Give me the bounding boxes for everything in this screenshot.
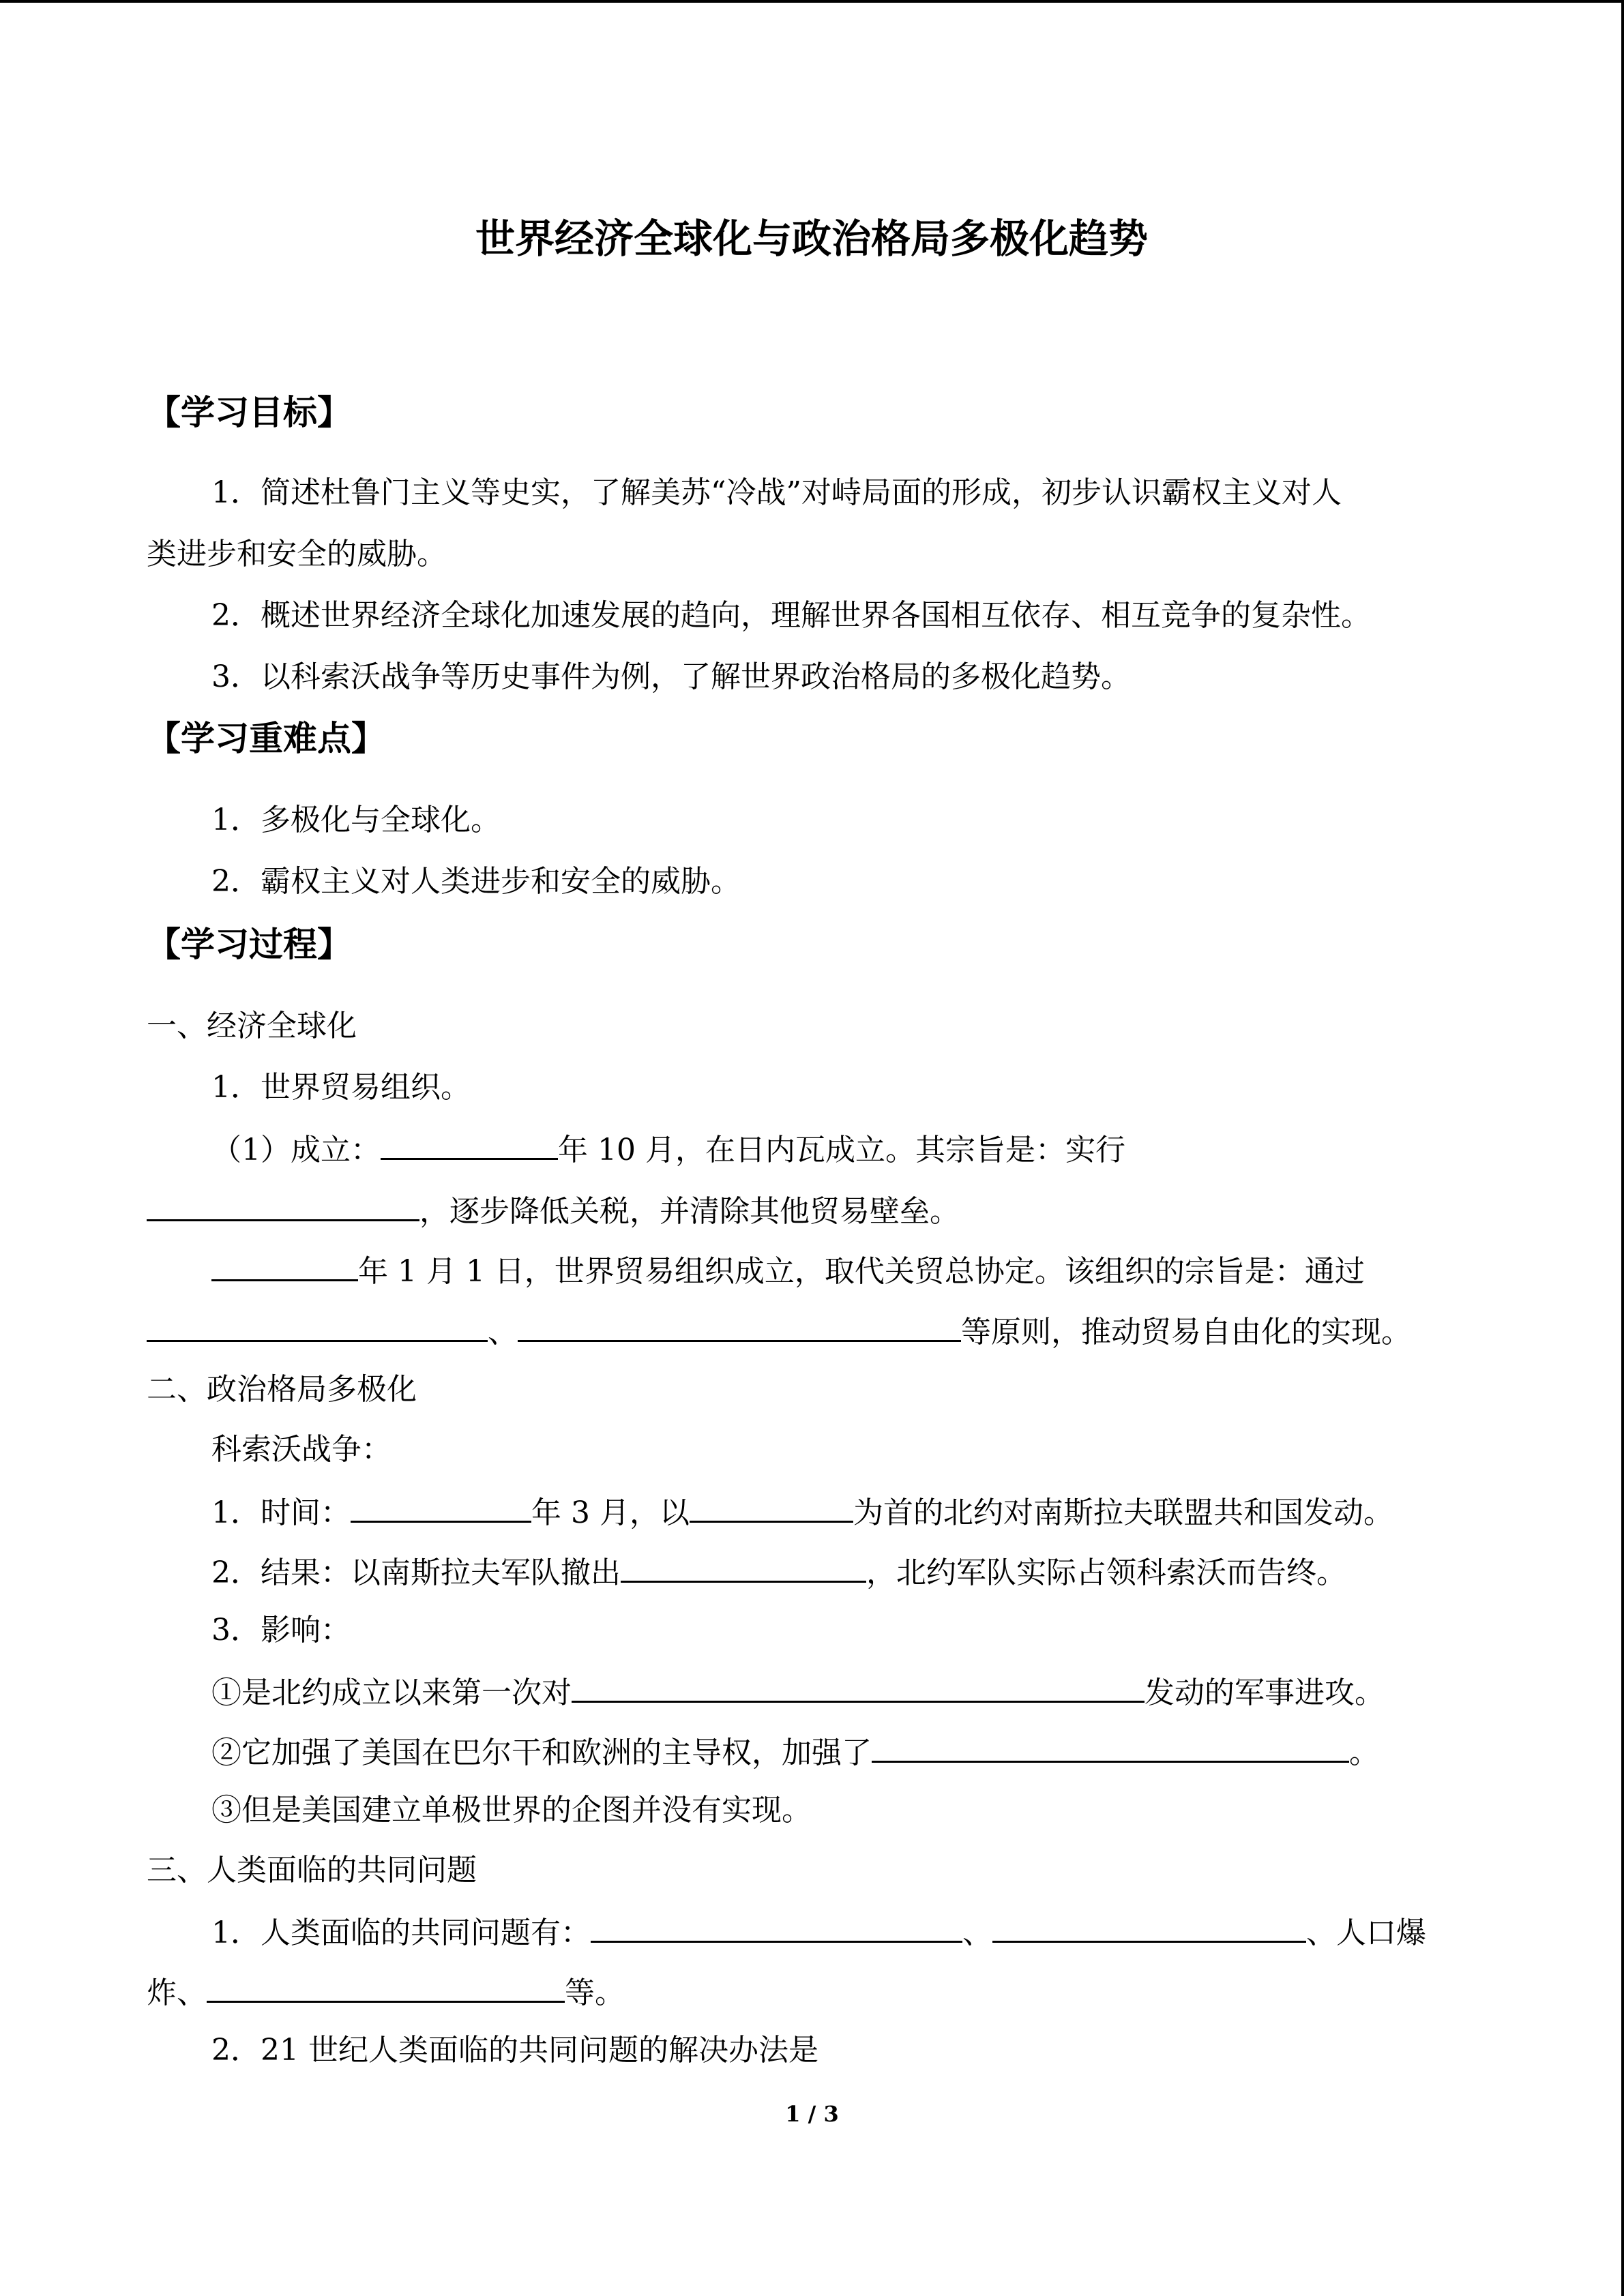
common-issues-cont: 炸、 等。 — [147, 1967, 625, 2017]
blank-issue-1[interactable] — [591, 1907, 962, 1943]
key-point-2: 2．霸权主义对人类进步和安全的威胁。 — [211, 864, 741, 899]
blank-principle[interactable] — [147, 1185, 419, 1221]
goal-item-1-cont: 类进步和安全的威胁。 — [147, 537, 447, 571]
part1-sub1: 1．世界贸易组织。 — [211, 1070, 471, 1105]
key-point-1: 1．多极化与全球化。 — [211, 803, 501, 837]
part1-heading: 一、经济全球化 — [147, 1009, 357, 1043]
kosovo-impact: 3．影响： — [211, 1613, 351, 1648]
page-border-top — [0, 0, 1624, 3]
impact-3: ③但是美国建立单极世界的企图并没有实现。 — [211, 1793, 812, 1828]
blank-withdraw-place[interactable] — [621, 1547, 866, 1583]
page-border-right — [1621, 0, 1624, 2296]
key-points-heading: 【学习重难点】 — [147, 719, 385, 758]
page-title: 世界经济全球化与政治格局多极化趋势 — [475, 215, 1148, 262]
blank-wto-year[interactable] — [211, 1245, 358, 1281]
part2-heading: 二、政治格局多极化 — [147, 1372, 417, 1407]
establish-line: （1）成立： 年 10 月，在日内瓦成立。其宗旨是：实行 — [211, 1124, 1125, 1174]
blank-issue-3[interactable] — [207, 1967, 565, 2003]
impact-2: ②它加强了美国在巴尔干和欧洲的主导权，加强了 。 — [211, 1727, 1379, 1777]
common-issues: 1．人类面临的共同问题有： 、 、人口爆 — [211, 1907, 1426, 1957]
wto-line: 年 1 月 1 日，世界贸易组织成立，取代关贸总协定。该组织的宗旨是：通过 — [211, 1245, 1365, 1296]
blank-wto-principle-2[interactable] — [518, 1306, 961, 1342]
solution-question: 2．21 世纪人类面临的共同问题的解决办法是 — [211, 2033, 818, 2068]
kosovo-result: 2．结果：以南斯拉夫军队撤出 ，北约军队实际占领科索沃而告终。 — [211, 1547, 1346, 1597]
page-number: 1 / 3 — [785, 2101, 839, 2127]
blank-establish-year[interactable] — [381, 1124, 558, 1160]
blank-kosovo-year[interactable] — [351, 1487, 531, 1523]
goal-item-1: 1．简述杜鲁门主义等史实，了解美苏“冷战”对峙局面的形成，初步认识霸权主义对人 — [211, 475, 1342, 510]
wto-line-cont: 、 等原则，推动贸易自由化的实现。 — [147, 1306, 1411, 1356]
part3-heading: 三、人类面临的共同问题 — [147, 1853, 477, 1888]
establish-line-cont: ，逐步降低关税，并清除其他贸易壁垒。 — [147, 1185, 960, 1236]
blank-impact-strengthen[interactable] — [872, 1727, 1349, 1763]
blank-impact-target[interactable] — [572, 1667, 1145, 1703]
kosovo-time: 1．时间： 年 3 月，以 为首的北约对南斯拉夫联盟共和国发动。 — [211, 1487, 1393, 1537]
kosovo-label: 科索沃战争： — [211, 1432, 392, 1467]
goal-item-2: 2．概述世界经济全球化加速发展的趋向，理解世界各国相互依存、相互竞争的复杂性。 — [211, 598, 1371, 633]
goal-item-3: 3．以科索沃战争等历史事件为例，了解世界政治格局的多极化趋势。 — [211, 659, 1131, 694]
blank-issue-2[interactable] — [992, 1907, 1306, 1943]
blank-wto-principle-1[interactable] — [147, 1306, 488, 1342]
process-heading: 【学习过程】 — [147, 925, 351, 964]
goals-heading: 【学习目标】 — [147, 393, 351, 432]
impact-1: ①是北约成立以来第一次对 发动的军事进攻。 — [211, 1667, 1385, 1717]
blank-leading-country[interactable] — [690, 1487, 853, 1523]
